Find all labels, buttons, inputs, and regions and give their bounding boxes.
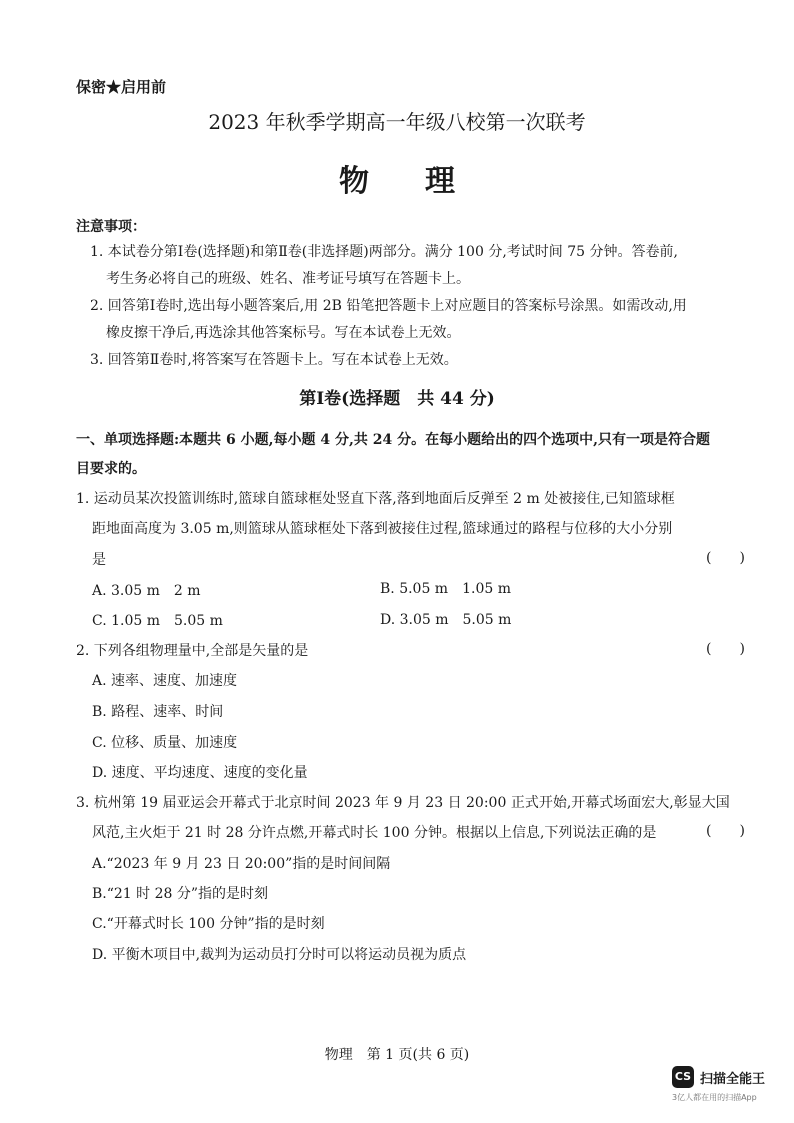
question-3-stem: 3. 杭州第 19 届亚运会开幕式于北京时间 2023 年 9 月 23 日 20:00 正式开始,开幕式场面宏大,彰显大国 — [76, 795, 730, 811]
answer-bracket: ( ) — [706, 823, 745, 839]
question-3-option-a: A.“2023 年 9 月 23 日 20:00”指的是时间间隔 — [92, 856, 391, 872]
subject-title: 物理 — [339, 164, 511, 199]
section-instruction: 一、单项选择题:本题共 6 小题,每小题 4 分,共 24 分。在每小题给出的四个选项中,只有一项是符合题 — [76, 432, 710, 448]
page-footer: 物理 第 1 页(共 6 页) — [324, 1047, 470, 1063]
question-1-stem: 是 — [92, 552, 106, 568]
question-1-option-b: B. 5.05 m 1.05 m — [380, 581, 511, 597]
confidential-label: 保密★启用前 — [76, 78, 167, 96]
question-2-option-b: B. 路程、速率、时间 — [92, 704, 224, 720]
question-1-option-a: A. 3.05 m 2 m — [92, 583, 201, 599]
answer-bracket: ( ) — [706, 550, 745, 566]
question-1-option-c: C. 1.05 m 5.05 m — [92, 613, 223, 629]
notice-line: 2. 回答第Ⅰ卷时,选出每小题答案后,用 2B 铅笔把答题卡上对应题目的答案标号涂黑。如需改动,用 — [90, 298, 687, 314]
notice-line: 1. 本试卷分第Ⅰ卷(选择题)和第Ⅱ卷(非选择题)两部分。满分 100 分,考试时间 75 分钟。答卷前, — [90, 244, 678, 260]
scanner-tagline: 3亿人都在用的扫描App — [672, 1093, 757, 1102]
question-1-option-d: D. 3.05 m 5.05 m — [380, 612, 512, 628]
question-3-option-c: C.“开幕式时长 100 分钟”指的是时刻 — [92, 916, 325, 932]
question-2-option-a: A. 速率、速度、加速度 — [92, 673, 238, 689]
notice-line: 橡皮擦干净后,再选涂其他答案标号。写在本试卷上无效。 — [106, 325, 461, 341]
section-instruction: 目要求的。 — [76, 461, 146, 477]
answer-bracket: ( ) — [706, 641, 745, 657]
question-3-stem: 风范,主火炬于 21 时 28 分许点燃,开幕式时长 100 分钟。根据以上信息,下列说法正确的是 — [92, 825, 657, 841]
question-3-option-b: B.“21 时 28 分”指的是时刻 — [92, 886, 269, 902]
scanner-app-name: 扫描全能王 — [700, 1072, 766, 1087]
notice-line: 3. 回答第Ⅱ卷时,将答案写在答题卡上。写在本试卷上无效。 — [90, 352, 458, 368]
question-1-stem: 距地面高度为 3.05 m,则篮球从篮球框处下落到被接住过程,篮球通过的路程与位移的大小分别 — [92, 521, 673, 537]
camscanner-logo-icon: CS — [672, 1066, 694, 1088]
question-2-option-c: C. 位移、质量、加速度 — [92, 735, 238, 751]
notice-line: 考生务必将自己的班级、姓名、准考证号填写在答题卡上。 — [106, 271, 470, 287]
exam-title: 2023 年秋季学期高一年级八校第一次联考 — [208, 110, 586, 134]
section-title: 第Ⅰ卷(选择题 共 44 分) — [299, 389, 495, 409]
notice-heading: 注意事项： — [76, 219, 146, 235]
question-2-option-d: D. 速度、平均速度、速度的变化量 — [92, 765, 308, 781]
question-3-option-d: D. 平衡木项目中,裁判为运动员打分时可以将运动员视为质点 — [92, 947, 467, 963]
question-1-stem: 1. 运动员某次投篮训练时,篮球自篮球框处竖直下落,落到地面后反弹至 2 m 处被接住,已知篮球框 — [76, 491, 675, 507]
question-2-stem: 2. 下列各组物理量中,全部是矢量的是 — [76, 643, 309, 659]
